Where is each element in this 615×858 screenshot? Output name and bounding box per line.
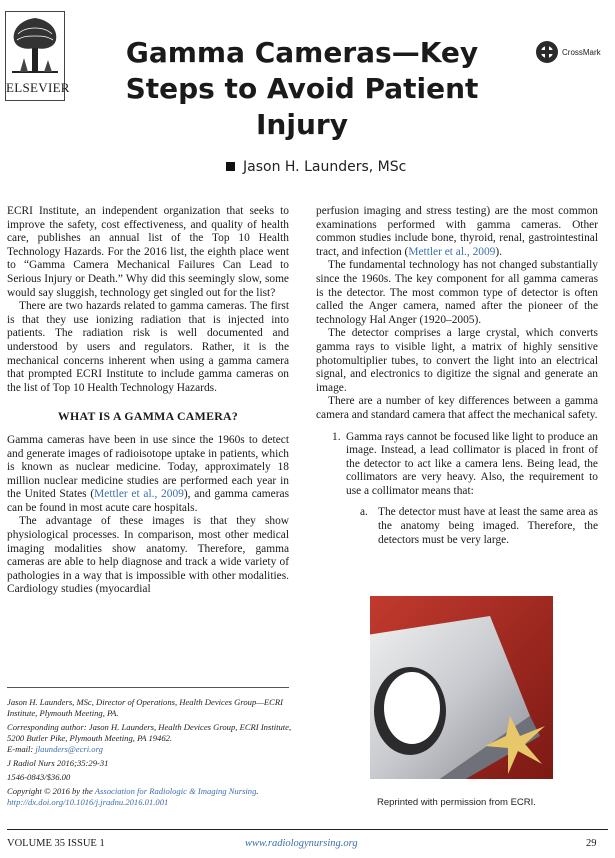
journal-url[interactable]: www.radiologynursing.org: [245, 838, 358, 849]
author-name: Jason H. Launders, MSc: [243, 159, 407, 175]
crossmark-icon: [536, 41, 558, 63]
square-bullet-icon: [226, 162, 235, 171]
list-item: 1. Gamma rays cannot be focused like light to produce an image. Instead, a lead collimator is placed in front of the detector to act like a camera lens. Being lead, the collimators are very heavy. Also, the requirement to use a collimator means that: a. The detector must have at least the same area as the anatomy being imaged. Therefore, the detectors must be very large.: [332, 430, 598, 546]
copyright: Copyright © 2016 by the Association for Radiologic & Imaging Nursing.: [7, 786, 259, 796]
email-link[interactable]: jlaunders@ecri.org: [35, 744, 103, 754]
association-link[interactable]: Association for Radiologic & Imaging Nursing: [94, 786, 257, 796]
numbered-list: [316, 431, 598, 548]
paragraph: There are a number of key differences between a gamma camera and standard camera that affect the mechanical safety.: [316, 395, 598, 421]
volume-issue: VOLUME 35 ISSUE 1: [7, 838, 105, 849]
list-letter: a.: [360, 506, 368, 519]
doi-link-line: [7, 797, 297, 808]
journal-citation: J Radiol Nurs 2016;35:29-31: [7, 758, 109, 768]
paragraph: Gamma cameras have been in use since the 1960s to detect and generate images of radioisotope uptake in patients, which is known as nuclear medicine. Today, approximately 18 million nuclear medicine studies are performed each year in the United States (Mettler et al., 2009), and gamma cameras can be found in most acute care hospitals.: [7, 433, 289, 514]
paragraph: perfusion imaging and stress testing) are the most common examinations performed with gamma cameras. Other common studies include bone, thyroid, renal, gastrointestinal tract, and infection (Mettler et al., 2009).: [316, 205, 598, 258]
footnote-divider: [7, 687, 289, 688]
footnotes: [7, 697, 297, 808]
reference-link[interactable]: Mettler et al., 2009: [408, 245, 496, 258]
crossmark-badge[interactable]: [536, 41, 615, 65]
paragraph: The fundamental technology has not changed substantially since the 1960s. The key component for all gamma cameras is the detector. The most common type of detector is often called the Anger camera, named after the pioneer of the technology Hal Anger (1920–2005).: [316, 259, 598, 326]
article-title: Gamma Cameras—Key Steps to Avoid Patient Injury: [125, 36, 479, 141]
gamma-camera-photo: [370, 596, 553, 779]
publisher-name: ELSEVIER: [6, 80, 70, 95]
paragraph: The advantage of these images is that they show physiological processes. In comparison, most other medical imaging modalities show anatomy. Therefore, gamma cameras are able to help diagnose and track a wide variety of pathologies in a way that is impossible with other modalities. Cardiology studies (myocardial: [7, 515, 289, 596]
sub-list: [346, 506, 598, 547]
list-item: a. The detector must have at least the same area as the anatomy being imaged. Therefore, the detectors must be very large.: [360, 506, 598, 546]
figure-caption: Reprinted with permission from ECRI.: [377, 797, 536, 808]
paragraph: The detector comprises a large crystal, which converts gamma rays to visible light, a matrix of highly sensitive photomultiplier tubes, to convert the light into an electrical signal, and electronics to digitize the signal and generate an image.: [316, 327, 598, 394]
author-affiliation: Jason H. Launders, MSc, Director of Operations, Health Devices Group—ECRI Institute, Plymouth Meeting, PA.: [7, 697, 283, 718]
gamma-camera-detector-image: [370, 596, 553, 779]
corresponding-author: Corresponding author: Jason H. Launders, Health Devices Group, ECRI Institute, 5200 Butler Pike, Plymouth Meeting, PA 19462.: [7, 722, 292, 743]
page-number: 29: [586, 838, 597, 849]
author-line: [226, 159, 406, 175]
footer-divider: [7, 829, 608, 830]
issn: 1546-0843/$36.00: [7, 772, 71, 782]
paragraph: ECRI Institute, an independent organization that seeks to improve the safety, cost effectiveness, and quality of health care, publishes an annual list of the Top 10 Health Technology Hazards. For the 2016 list, the eighth place went to “Gamma Camera Mechanical Failures Can Lead to Serious Injury or Death.” Why did this seemingly slow, some would say sluggish, technology get singled out for the list?: [7, 205, 289, 299]
tree-emblem-icon: [8, 14, 62, 78]
list-number: 1.: [332, 430, 341, 443]
paragraph: There are two hazards related to gamma cameras. The first is that they use ionizing radiation that is injected into patients. The radiation risk is well documented and understood by users and regulators. Rather, it is the mechanical concerns inherent when using a gamma camera that prompted ECRI Institute to include gamma cameras on the list of Top 10 Health Technology Hazards.: [7, 300, 289, 394]
reference-link[interactable]: Mettler et al., 2009: [94, 488, 184, 501]
section-heading: WHAT IS A GAMMA CAMERA?: [57, 409, 239, 424]
email-line: E-mail: jlaunders@ecri.org: [7, 744, 103, 754]
right-column: [316, 205, 598, 547]
crossmark-label: CrossMark: [562, 48, 601, 57]
left-column: [7, 205, 289, 597]
elsevier-logo: [5, 11, 70, 101]
doi-link[interactable]: http://dx.doi.org/10.1016/j.jradnu.2016.01.001: [7, 797, 169, 807]
